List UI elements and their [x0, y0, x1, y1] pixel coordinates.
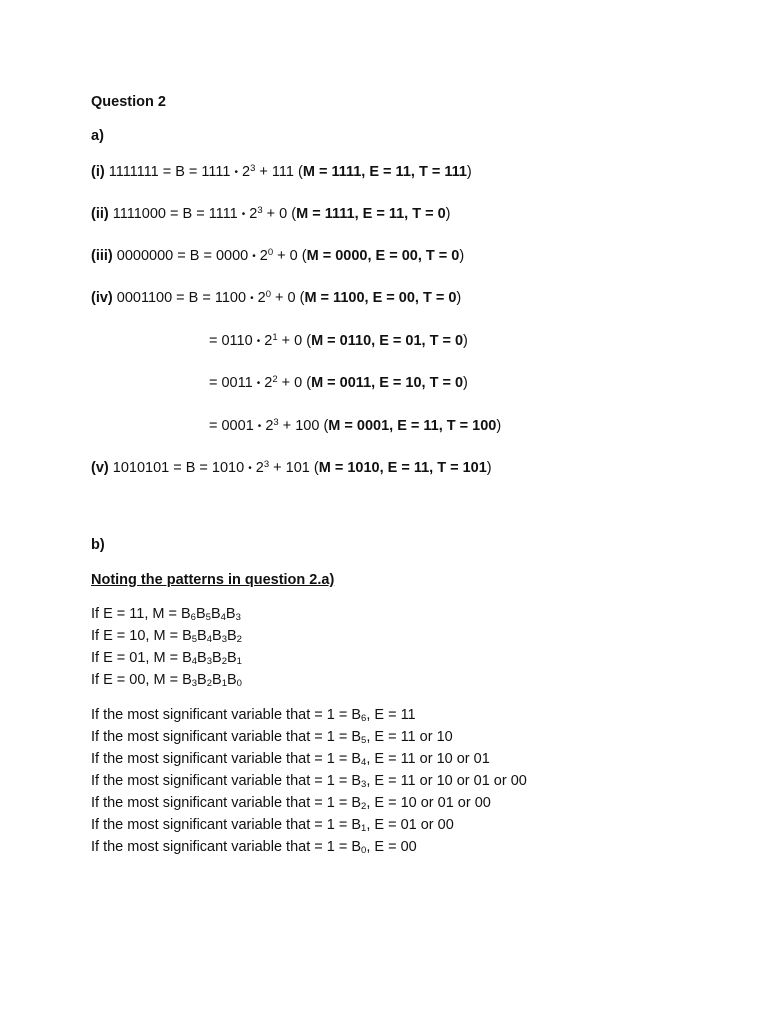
equation-line-ii: (ii) 1111000 = B = 1111 • $2^3 + 0$ (M = 1111, E = 11, T = 0): [91, 205, 451, 222]
mapping-line-e11: If E = 11, $M = B_6B_5B_4B_3$: [91, 606, 241, 623]
significance-line-b6: If the most significant variable that = $1 = B_6$, E = 11: [91, 707, 416, 724]
equation-line-iv: (iv) 0001100 = B = 1100 • $2^0 + 0$ (M = 1100, E = 00, T = 0): [91, 289, 462, 306]
significance-line-b5: If the most significant variable that = $1 = B_5$, E = 11 or 10: [91, 729, 453, 746]
mapping-line-e00: If E = 00, $M = B_3B_2B_1B_0$: [91, 672, 242, 689]
equation-line-iv-alt-2: = 0011 • $2^2 + 0$ (M = 0011, E = 10, T = 0): [209, 374, 468, 391]
equation-line-iv-alt-1: = 0110 • $2^1 + 0$ (M = 0110, E = 01, T = 0): [209, 332, 468, 349]
equation-line-v: (v) 1010101 = B = 1010 • $2^3 + 101$ (M = 1010, E = 11, T = 101): [91, 459, 492, 476]
significance-line-b0: If the most significant variable that = $1 = B_0$, E = 00: [91, 839, 417, 856]
equation-line-iii: (iii) 0000000 = B = 0000 • $2^0 + 0$ (M = 0000, E = 00, T = 0): [91, 247, 465, 264]
significance-line-b4: If the most significant variable that = $1 = B_4$, E = 11 or 10 or 01: [91, 751, 490, 768]
part-b-heading: Noting the patterns in question 2.a): [91, 572, 335, 588]
significance-line-b1: If the most significant variable that = $1 = B_1$, E = 01 or 00: [91, 817, 454, 834]
question-title: Question 2: [91, 94, 166, 110]
part-a-label: a): [91, 128, 104, 144]
equation-line-iv-alt-3: = 0001 • $2^3 + 100$ (M = 0001, E = 11, T = 100): [209, 417, 502, 434]
part-b-label: b): [91, 537, 105, 553]
mapping-line-e10: If E = 10, $M = B_5B_4B_3B_2$: [91, 628, 242, 645]
significance-line-b2: If the most significant variable that = $1 = B_2$, E = 10 or 01 or 00: [91, 795, 491, 812]
significance-line-b3: If the most significant variable that = $1 = B_3$, E = 11 or 10 or 01 or 00: [91, 773, 527, 790]
mapping-line-e01: If E = 01, $M = B_4B_3B_2B_1$: [91, 650, 242, 667]
equation-line-i: (i) 1111111 = B = 1111 • $2^3 + 111$ (M = 1111, E = 11, T = 111): [91, 163, 472, 180]
